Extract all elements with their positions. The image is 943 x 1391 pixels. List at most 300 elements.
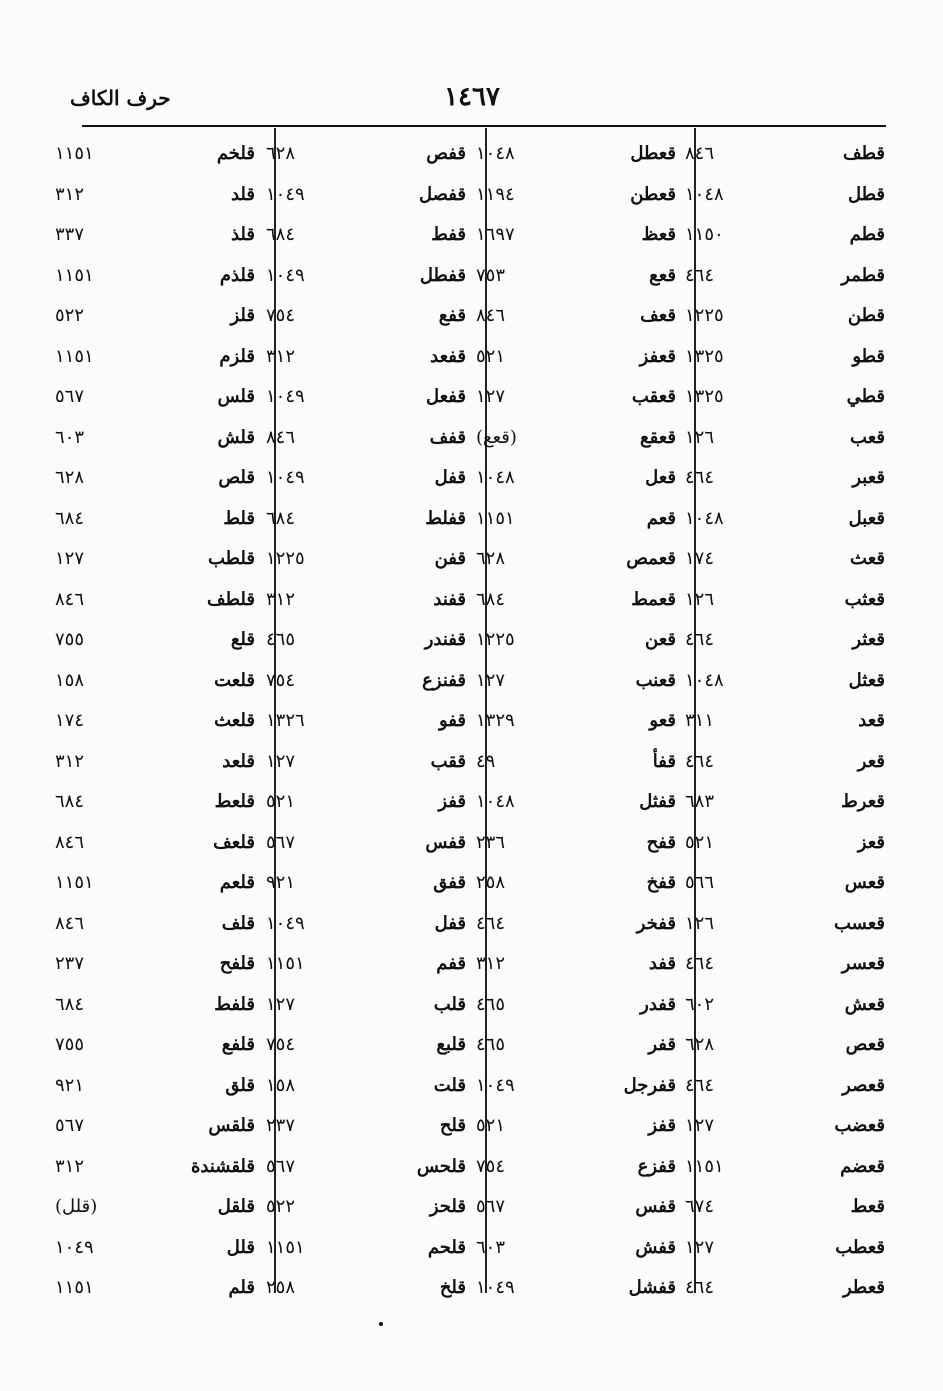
index-entry [476, 1234, 676, 1275]
index-entry [476, 707, 676, 748]
entry-root-word: قفس [635, 1196, 676, 1217]
entry-root-word: قفل [434, 912, 466, 934]
entry-page-reference: ٦٨٤ [55, 507, 85, 529]
entry-root-word: قلخم [216, 143, 255, 164]
index-entry [55, 424, 255, 465]
index-entry [685, 1072, 885, 1113]
index-entry [266, 221, 466, 262]
entry-root-word: قفس [425, 831, 466, 853]
index-entry [266, 1112, 466, 1153]
index-entry [55, 626, 255, 667]
entry-root-word: قطف [842, 143, 885, 164]
entry-page-reference: ٥٢٢ [266, 1196, 296, 1217]
index-entry [266, 667, 466, 708]
entry-root-word: قفندر [424, 629, 466, 650]
index-column-2 [476, 140, 676, 1315]
index-entry [685, 707, 885, 748]
entry-root-word: قفص [426, 143, 466, 164]
entry-root-word: قلعف [213, 831, 255, 853]
index-entry [266, 586, 466, 627]
entry-page-reference: ١٢٦ [685, 426, 715, 448]
entry-root-word: قفو [438, 710, 466, 731]
entry-root-word: قلعط [214, 791, 255, 812]
entry-page-reference: ٥٦٧ [55, 386, 85, 407]
index-entry [476, 910, 676, 951]
index-entry [266, 991, 466, 1032]
index-entry [266, 1072, 466, 1113]
entry-page-reference: ١٣٢٥ [685, 345, 724, 367]
entry-page-reference: ١١٥٠ [685, 224, 724, 245]
entry-root-word: قعد [858, 710, 885, 731]
entry-page-reference: ٥٦٧ [476, 1196, 506, 1217]
index-entry [266, 1193, 466, 1234]
entry-root-word: قفع [438, 305, 466, 326]
entry-page-reference: ٥٢١ [266, 791, 296, 812]
index-entry [476, 1274, 676, 1315]
entry-root-word: قفشل [628, 1277, 676, 1298]
entry-page-reference: ١١٥١ [55, 872, 94, 893]
index-entry [685, 464, 885, 505]
entry-page-reference: ٢٣٧ [55, 953, 85, 974]
index-entry [685, 221, 885, 262]
entry-page-reference: ٣١١ [685, 710, 715, 731]
entry-page-reference: ٧٥٤ [266, 305, 296, 326]
index-entry [55, 1072, 255, 1113]
index-entry [55, 1234, 255, 1275]
entry-page-reference: ٣١٢ [266, 588, 296, 610]
index-entry [685, 991, 885, 1032]
index-entry [685, 505, 885, 546]
index-entry [685, 950, 885, 991]
entry-page-reference: ١٠٤٩ [266, 264, 305, 286]
entry-root-word: قفز [648, 1115, 676, 1136]
index-entry [685, 302, 885, 343]
index-entry [476, 302, 676, 343]
entry-page-reference: ١٢٢٥ [266, 548, 305, 569]
index-entry [266, 910, 466, 951]
entry-root-word: قفلط [425, 507, 466, 529]
entry-page-reference: ٦٠٣ [55, 426, 85, 448]
index-entry [685, 788, 885, 829]
entry-page-reference: ٣١٢ [55, 1155, 85, 1177]
entry-root-word: قطمر [841, 264, 885, 286]
entry-root-word: قفط [431, 224, 466, 245]
entry-root-word: قعف [640, 305, 676, 326]
entry-page-reference: ٧٥٤ [476, 1155, 506, 1177]
index-entry [476, 1193, 676, 1234]
index-column-4 [55, 140, 255, 1315]
entry-page-reference: ٤٦٤ [476, 912, 506, 934]
index-entry [476, 626, 676, 667]
entry-page-reference: ١١٥١ [685, 1155, 724, 1177]
entry-root-word: قلقشندة [190, 1155, 255, 1177]
entry-root-word: قفزع [637, 1155, 676, 1177]
entry-root-word: قفن [434, 548, 466, 569]
entry-root-word: قعث [850, 548, 885, 569]
entry-page-reference: ١١٩٤ [476, 183, 515, 205]
index-entry [685, 626, 885, 667]
index-entry [685, 910, 885, 951]
entry-root-word: قعثل [848, 669, 885, 691]
index-entry [476, 181, 676, 222]
entry-root-word: قفعد [430, 345, 466, 367]
entry-root-word: قلع [230, 629, 255, 650]
entry-root-word: قفرجل [623, 1074, 676, 1096]
index-column-3 [266, 140, 466, 1315]
entry-root-word: قلبع [436, 1034, 466, 1055]
entry-root-word: قعص [845, 1034, 885, 1055]
entry-page-reference: ١٢٧ [266, 750, 296, 772]
entry-page-reference: ٨٤٦ [476, 305, 506, 326]
index-entry [266, 1153, 466, 1194]
index-entry [685, 667, 885, 708]
entry-root-word: قعفز [639, 345, 676, 367]
entry-page-reference: ٤٦٤ [685, 1074, 715, 1096]
entry-page-reference: ٤٦٤ [685, 264, 715, 286]
entry-root-word: قعمص [626, 548, 676, 569]
index-entry [476, 424, 676, 465]
index-entry [55, 910, 255, 951]
entry-page-reference: ١٣٢٥ [685, 386, 724, 407]
index-entry [55, 788, 255, 829]
entry-root-word: قفر [648, 1034, 676, 1055]
entry-page-reference: ٤٦٤ [685, 953, 715, 974]
entry-root-word: قلس [217, 386, 255, 407]
entry-page-reference: ٧٥٤ [266, 1034, 296, 1055]
entry-page-reference: ١٢٧ [685, 1115, 715, 1136]
entry-root-word: قلش [217, 426, 255, 448]
index-entry [55, 869, 255, 910]
index-entry [685, 1274, 885, 1315]
entry-page-reference: ٦٨٤ [476, 588, 506, 610]
entry-page-reference: ١١٥١ [55, 143, 94, 164]
entry-root-word: قفند [433, 588, 466, 610]
entry-page-reference: ١١٥١ [266, 953, 305, 974]
entry-page-reference: ٤٩ [476, 750, 496, 772]
entry-page-reference: ٣١٢ [55, 183, 85, 205]
entry-page-reference: (قعع) [476, 426, 517, 448]
index-entry [55, 1193, 255, 1234]
entry-root-word: قلعث [214, 710, 255, 731]
entry-root-word: قلح [439, 1115, 466, 1136]
index-entry [266, 302, 466, 343]
entry-page-reference: ٧٥٥ [55, 1034, 85, 1055]
index-entry [266, 343, 466, 384]
entry-root-word: قلفط [214, 993, 255, 1015]
index-entry [685, 829, 885, 870]
entry-root-word: قعطل [630, 143, 676, 164]
entry-page-reference: ٦٨٤ [266, 224, 296, 245]
entry-page-reference: ١٠٤٨ [476, 143, 515, 164]
entry-page-reference: ٤٦٥ [476, 993, 506, 1015]
entry-page-reference: ١١٥١ [55, 264, 94, 286]
entry-page-reference: ٩٢١ [266, 872, 296, 893]
index-entry [476, 545, 676, 586]
entry-page-reference: ١٢٦ [685, 588, 715, 610]
header-rule [82, 125, 886, 127]
entry-root-word: قلطب [207, 548, 255, 569]
index-entry [685, 181, 885, 222]
entry-root-word: قعرط [841, 791, 885, 812]
entry-page-reference: ١٠٤٨ [476, 467, 515, 488]
index-entry [476, 869, 676, 910]
entry-page-reference: ٦٢٨ [476, 548, 506, 569]
entry-root-word: قلفح [219, 953, 255, 974]
entry-root-word: قفصل [419, 183, 466, 205]
entry-root-word: قعقب [631, 386, 676, 407]
entry-root-word: قطل [847, 183, 885, 205]
entry-page-reference: ٥٦٧ [266, 1155, 296, 1177]
entry-root-word: قلفع [221, 1034, 255, 1055]
entry-page-reference: ١٠٤٨ [685, 183, 724, 205]
entry-page-reference: ٧٥٥ [55, 629, 85, 650]
entry-page-reference: ٦٢٨ [266, 143, 296, 164]
index-entry [685, 140, 885, 181]
entry-root-word: قعطن [630, 183, 676, 205]
index-entry [476, 1072, 676, 1113]
entry-page-reference: ٨٤٦ [55, 831, 85, 853]
entry-page-reference: ٨٤٦ [685, 143, 715, 164]
entry-root-word: قلقس [208, 1115, 255, 1136]
index-entry [476, 748, 676, 789]
index-entry [266, 383, 466, 424]
index-entry [476, 1112, 676, 1153]
index-entry [685, 545, 885, 586]
entry-page-reference: ٥٦٧ [266, 831, 296, 853]
index-entry [55, 950, 255, 991]
entry-root-word: قلزم [219, 345, 255, 367]
index-entry [266, 505, 466, 546]
section-title: حرف الكاف [70, 86, 171, 110]
entry-page-reference: ٥٢١ [476, 345, 506, 367]
index-entry [476, 262, 676, 303]
entry-page-reference: ١٠٤٨ [685, 669, 724, 691]
index-entry [266, 1234, 466, 1275]
entry-page-reference: ١٢٢٥ [685, 305, 724, 326]
entry-page-reference: ٢٣٧ [266, 1115, 296, 1136]
entry-page-reference: ١٠٤٩ [266, 386, 305, 407]
entry-root-word: قفش [635, 1236, 676, 1258]
index-entry [55, 991, 255, 1032]
entry-root-word: قفعل [425, 386, 466, 407]
index-entry [266, 869, 466, 910]
entry-page-reference: ٣١٢ [266, 345, 296, 367]
entry-root-word: قعسر [841, 953, 885, 974]
index-entry [685, 1193, 885, 1234]
entry-root-word: قفز [438, 791, 466, 812]
entry-page-reference: ١٦٩٧ [476, 224, 515, 245]
entry-root-word: قعقع [640, 426, 676, 448]
entry-page-reference: ٦٠٢ [685, 993, 715, 1015]
entry-page-reference: ٢٥٨ [266, 1277, 296, 1298]
entry-page-reference: ١٠٤٩ [476, 1277, 515, 1298]
index-entry [476, 1153, 676, 1194]
index-entry [476, 221, 676, 262]
index-entry [55, 667, 255, 708]
entry-root-word: قلحس [416, 1155, 466, 1177]
entry-page-reference: ٥٦٦ [685, 872, 715, 893]
entry-page-reference: ١٠٤٩ [55, 1236, 94, 1258]
entry-root-word: قفف [429, 426, 466, 448]
entry-root-word: قعبر [852, 467, 885, 488]
entry-page-reference: ١١٥١ [476, 507, 515, 529]
entry-page-reference: ٤٦٤ [685, 1277, 715, 1298]
entry-root-word: قفخ [646, 872, 676, 893]
entry-page-reference: ٦٧٤ [685, 1196, 715, 1217]
index-entry [55, 505, 255, 546]
entry-page-reference: ١٧٤ [55, 710, 85, 731]
index-entry [266, 950, 466, 991]
entry-page-reference: ١٠٤٩ [266, 912, 305, 934]
index-entry [55, 1112, 255, 1153]
entry-page-reference: ٨٤٦ [55, 912, 85, 934]
entry-root-word: قعظ [641, 224, 676, 245]
index-entry [476, 140, 676, 181]
entry-root-word: قفد [648, 953, 676, 974]
entry-page-reference: ٦٢٨ [685, 1034, 715, 1055]
entry-page-reference: ١٣٢٩ [476, 710, 515, 731]
entry-root-word: قلت [433, 1074, 466, 1096]
entry-root-word: ققب [430, 750, 466, 772]
entry-root-word: قعمط [631, 588, 676, 610]
index-entry [266, 424, 466, 465]
entry-root-word: قعب [850, 426, 885, 448]
entry-page-reference: ٤٦٤ [685, 750, 715, 772]
index-entry [476, 950, 676, 991]
entry-page-reference: ١٠٤٩ [476, 1074, 515, 1096]
entry-root-word: قعثر [852, 629, 885, 650]
index-entry [476, 343, 676, 384]
entry-root-word: قعو [649, 710, 676, 731]
entry-root-word: قعضب [834, 1115, 885, 1136]
entry-page-reference: ٦٨٤ [55, 993, 85, 1015]
entry-root-word: قلذم [219, 264, 255, 286]
entry-root-word: قعطب [835, 1236, 885, 1258]
entry-page-reference: ١٠٤٩ [266, 183, 305, 205]
entry-root-word: قلطف [207, 588, 255, 610]
index-entry [685, 1234, 885, 1275]
index-entry [476, 383, 676, 424]
entry-page-reference: ١٣٢٦ [266, 710, 305, 731]
index-entry [476, 586, 676, 627]
index-entry [685, 1153, 885, 1194]
index-entry [55, 545, 255, 586]
entry-page-reference: ٥٦٧ [55, 1115, 85, 1136]
entry-root-word: قطو [852, 345, 885, 367]
entry-page-reference: ٧٥٣ [476, 264, 506, 286]
entry-page-reference: ١٢٧ [55, 548, 85, 569]
entry-root-word: قطن [847, 305, 885, 326]
entry-page-reference: ١١٥١ [55, 345, 94, 367]
index-entry [476, 788, 676, 829]
entry-root-word: قعش [844, 993, 885, 1015]
index-entry [476, 991, 676, 1032]
entry-page-reference: ٧٥٤ [266, 669, 296, 691]
entry-root-word: قفثل [639, 791, 676, 812]
index-entry [685, 424, 885, 465]
index-entry [685, 748, 885, 789]
entry-root-word: قعز [857, 831, 885, 853]
entry-page-reference: ١٧٤ [685, 548, 715, 569]
entry-root-word: قعنب [635, 669, 676, 691]
entry-page-reference: ١٥٨ [55, 669, 85, 691]
entry-root-word: قعسب [833, 912, 885, 934]
entry-page-reference: ٨٤٦ [55, 588, 85, 610]
entry-root-word: قفأ [652, 750, 676, 772]
index-entry [55, 707, 255, 748]
entry-page-reference: ٨٤٦ [266, 426, 296, 448]
index-entry [685, 343, 885, 384]
entry-page-reference: ١٢٧ [476, 669, 506, 691]
entry-page-reference: ٤٦٥ [476, 1034, 506, 1055]
entry-root-word: قلط [223, 507, 255, 529]
entry-root-word: قلحم [427, 1236, 466, 1258]
entry-root-word: قعطر [843, 1277, 885, 1298]
entry-page-reference: ٤٦٤ [685, 467, 715, 488]
entry-root-word: قعر [857, 750, 885, 772]
entry-root-word: قلم [228, 1277, 255, 1298]
index-entry [266, 626, 466, 667]
entry-page-reference: ٦٢٨ [55, 467, 85, 488]
index-entry [476, 667, 676, 708]
index-entry [55, 1274, 255, 1315]
entry-page-reference: ١٢٧ [266, 993, 296, 1015]
index-entry [266, 545, 466, 586]
entry-root-word: قعن [645, 629, 676, 650]
entry-page-reference: ٣٣٧ [55, 224, 85, 245]
index-entry [266, 707, 466, 748]
entry-root-word: قلق [225, 1074, 255, 1096]
entry-page-reference: ٦٨٤ [55, 791, 85, 812]
entry-root-word: قفل [434, 467, 466, 488]
entry-page-reference: ١٥٨ [266, 1074, 296, 1096]
entry-page-reference: ٣١٢ [476, 953, 506, 974]
entry-root-word: قلف [221, 912, 255, 934]
index-entry [266, 1031, 466, 1072]
index-entry [266, 829, 466, 870]
entry-root-word: قلص [218, 467, 255, 488]
index-entry [55, 1031, 255, 1072]
entry-root-word: قفح [646, 831, 676, 853]
entry-page-reference: ٦٠٣ [476, 1236, 506, 1258]
entry-page-reference: ٦٨٣ [685, 791, 715, 812]
entry-page-reference: ١٢٢٥ [476, 629, 515, 650]
page-mark [379, 1322, 383, 1326]
index-entry [266, 140, 466, 181]
index-entry [55, 343, 255, 384]
index-entry [266, 464, 466, 505]
entry-page-reference: ١٢٧ [685, 1236, 715, 1258]
index-entry [685, 262, 885, 303]
entry-root-word: قفدر [640, 993, 676, 1015]
entry-root-word: قلخ [439, 1277, 466, 1298]
index-entry [55, 140, 255, 181]
index-entry [55, 181, 255, 222]
entry-root-word: قعبل [848, 507, 885, 529]
entry-root-word: قلعت [214, 669, 255, 691]
index-entry [55, 464, 255, 505]
index-entry [476, 464, 676, 505]
index-entry [476, 829, 676, 870]
page-number: ١٤٦٧ [444, 82, 500, 112]
entry-page-reference: ١٢٦ [685, 912, 715, 934]
entry-root-word: قعع [649, 264, 676, 286]
entry-page-reference: ٥٢١ [685, 831, 715, 853]
index-entry [685, 586, 885, 627]
index-entry [55, 1153, 255, 1194]
entry-root-word: قلحز [429, 1196, 466, 1217]
entry-root-word: قفخر [636, 912, 676, 934]
